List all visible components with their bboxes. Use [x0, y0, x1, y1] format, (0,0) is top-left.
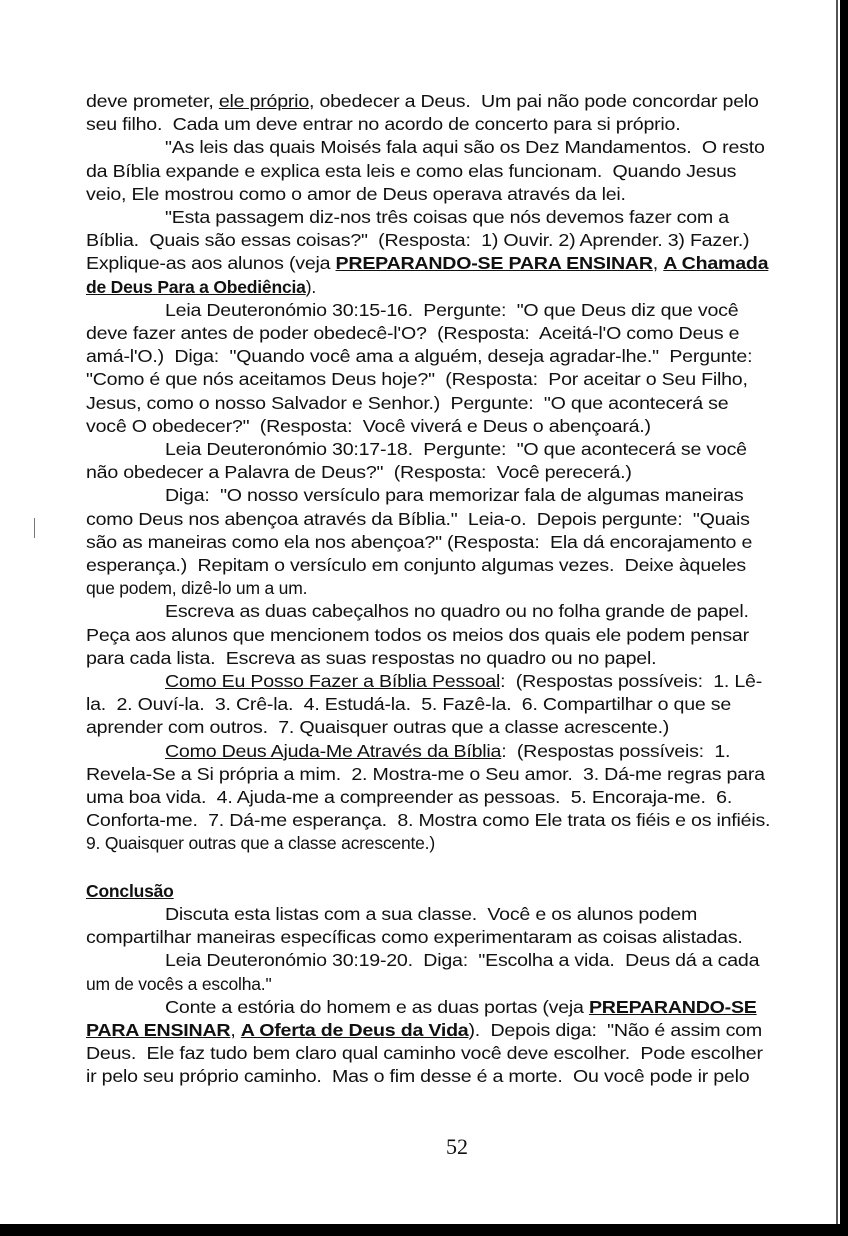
text-segment: ). Depois diga: "Não é assim com: [468, 1020, 762, 1040]
scan-edge: [836, 0, 838, 1236]
text-segment: ir pelo seu próprio caminho. Mas o fim desse é a morte. Ou você pode ir pelo: [86, 1066, 750, 1087]
text-segment: Conforta-me. 7. Dá-me esperança. 8. Mostra como Ele trata os fiéis e os infiéis.: [86, 810, 771, 831]
text-line: [86, 509, 750, 529]
text-line: [165, 439, 747, 459]
text-line: [86, 625, 749, 645]
text-line: [86, 974, 271, 994]
text-segment: veio, Ele mostrou como o amor de Deus operava através da lei.: [86, 183, 626, 204]
reference-link-text: A Chamada: [663, 253, 769, 274]
text-segment: não obedecer a Palavra de Deus?" (Resposta: Você perecerá.): [86, 462, 632, 483]
text-line: [86, 253, 768, 273]
text-segment: Revela-Se a Si própria a mim. 2. Mostra-me o Seu amor. 3. Dá-me regras para: [86, 763, 765, 784]
text-line: [165, 904, 697, 924]
text-segment: compartilhar maneiras específicas como experimentaram as coisas alistadas.: [86, 927, 743, 948]
text-line: [86, 578, 307, 598]
scan-artifact: [34, 518, 35, 538]
text-segment: amá-l'O.) Diga: "Quando você ama a alguém, deseja agradar-lhe." Pergunte:: [86, 346, 753, 367]
text-segment: "Esta passagem diz-nos três coisas que nós devemos fazer com a: [165, 207, 729, 227]
text-segment: uma boa vida. 4. Ajuda-me a compreender as pessoas. 5. Encoraja-me. 6.: [86, 787, 733, 807]
text-line: [86, 1066, 749, 1086]
text-line: [86, 833, 435, 853]
text-segment: Conte a estória do homem e as duas portas (veja: [165, 996, 589, 1017]
text-segment: aprender com outros. 7. Quaisquer outras que a classe acrescente.): [86, 717, 670, 738]
text-line: [165, 950, 759, 970]
text-line: [86, 787, 732, 807]
text-segment: Explique-as aos alunos (veja: [86, 253, 336, 274]
text-line: [86, 648, 656, 668]
text-segment: são as maneiras como ela nos abençoa?" (Resposta: Ela dá encorajamento e: [86, 531, 753, 552]
text-segment: ,: [230, 1020, 241, 1040]
text-segment: para cada lista. Escreva as suas respostas no quadro ou no papel.: [86, 647, 657, 668]
text-line: [86, 1043, 763, 1063]
text-segment: Deus. Ele faz tudo bem claro qual caminho você deve escolher. Pode escolher: [86, 1043, 763, 1064]
text-line: [86, 416, 651, 436]
reference-link-text: Como Deus Ajuda-Me Através da Bíblia: [165, 740, 502, 761]
text-segment: Escreva as duas cabeçalhos no quadro ou no folha grande de papel.: [165, 601, 749, 622]
text-line: [86, 764, 765, 784]
text-line: [86, 927, 743, 947]
text-segment: Leia Deuteronómio 30:19-20. Diga: "Escolha a vida. Deus dá a cada: [165, 950, 760, 971]
text-line: [165, 741, 730, 761]
text-segment: Leia Deuteronómio 30:15-16. Pergunte: "O que Deus diz que você: [165, 299, 739, 320]
text-line: [86, 346, 752, 366]
text-segment: Bíblia. Quais são essas coisas?" (Resposta: 1) Ouvir. 2) Aprender. 3) Fazer.): [86, 230, 750, 251]
reference-link-text: PARA ENSINAR: [86, 1020, 231, 1040]
reference-link-text: PREPARANDO-SE: [588, 996, 757, 1017]
text-segment: deve prometer,: [86, 91, 219, 111]
scan-border-right: [840, 0, 848, 1236]
text-segment: la. 2. Ouví-la. 3. Crê-la. 4. Estudá-la. 5. Fazê-la. 6. Compartilhar o que se: [86, 694, 732, 715]
text-line: [86, 91, 759, 111]
text-segment: você O obedecer?" (Resposta: Você viverá e Deus o abençoará.): [86, 415, 651, 436]
reference-link-text: de Deus Para a Obediência: [86, 276, 306, 297]
page-number: 52: [446, 1134, 468, 1159]
text-segment: : (Respostas possíveis: 1.: [501, 740, 731, 761]
text-segment: ).: [305, 276, 316, 297]
text-segment: , obedecer a Deus. Um pai não pode concordar pelo: [309, 91, 759, 111]
text-line: [86, 393, 728, 413]
reference-link-text: ele próprio: [218, 91, 310, 111]
text-line: [86, 532, 752, 552]
text-segment: ,: [652, 253, 664, 274]
text-line: [165, 997, 757, 1017]
text-segment: : (Respostas possíveis: 1. Lê-: [500, 671, 763, 691]
text-segment: "Como é que nós aceitamos Deus hoje?" (Resposta: Por aceitar o Seu Filho,: [86, 369, 748, 390]
text-segment: Leia Deuteronómio 30:17-18. Pergunte: "O que acontecerá se você: [165, 439, 747, 459]
text-line: [86, 369, 748, 389]
text-segment: como Deus nos abençoa através da Bíblia." Leia-o. Depois pergunte: "Quais: [86, 508, 750, 529]
text-line: [165, 207, 729, 227]
text-line: [86, 277, 316, 297]
scan-border-bottom: [0, 1224, 848, 1236]
reference-link-text: Como Eu Posso Fazer a Bíblia Pessoal: [165, 671, 501, 691]
text-segment: Peça aos alunos que mencionem todos os meios dos quais ele podem pensar: [86, 624, 749, 645]
text-segment: esperança.) Repitam o versículo em conjunto algumas vezes. Deixe àqueles: [86, 555, 746, 575]
reference-link-text: PREPARANDO-SE PARA ENSINAR: [335, 253, 653, 274]
text-line: [86, 184, 626, 204]
text-segment: "As leis das quais Moisés fala aqui são os Dez Mandamentos. O resto: [165, 137, 765, 158]
text-line: [86, 161, 736, 181]
text-segment: da Bíblia expande e explica esta leis e como elas funcionam. Quando Jesus: [86, 160, 737, 181]
text-line: [86, 114, 680, 134]
text-segment: que podem, dizê-lo um a um.: [86, 578, 308, 599]
text-line: [165, 671, 762, 691]
text-segment: 9. Quaisquer outras que a classe acrescente.): [86, 833, 435, 854]
text-line: [86, 323, 739, 343]
text-line: [86, 717, 669, 737]
text-segment: deve fazer antes de poder obedecê-l'O? (Resposta: Aceitá-l'O como Deus e: [86, 323, 740, 343]
text-line: [86, 810, 770, 830]
text-line: [165, 137, 765, 157]
text-line: [165, 300, 738, 320]
text-line: [86, 462, 632, 482]
text-segment: Discuta esta listas com a sua classe. Você e os alunos podem: [165, 904, 698, 924]
text-segment: seu filho. Cada um deve entrar no acordo de concerto para si próprio.: [86, 114, 681, 135]
text-segment: Jesus, como o nosso Salvador e Senhor.) Pergunte: "O que acontecerá se: [86, 392, 729, 413]
text-line: [165, 601, 749, 621]
text-line: [165, 485, 743, 505]
text-line: [86, 555, 746, 575]
conclusion-heading: Conclusão: [86, 881, 174, 901]
reference-link-text: A Oferta de Deus da Vida: [240, 1020, 469, 1040]
text-line: [86, 230, 749, 250]
text-segment: Diga: "O nosso versículo para memorizar fala de algumas maneiras: [165, 485, 744, 506]
text-line: [86, 694, 731, 714]
text-line: [86, 1020, 762, 1040]
text-segment: um de vocês a escolha.": [86, 973, 272, 994]
